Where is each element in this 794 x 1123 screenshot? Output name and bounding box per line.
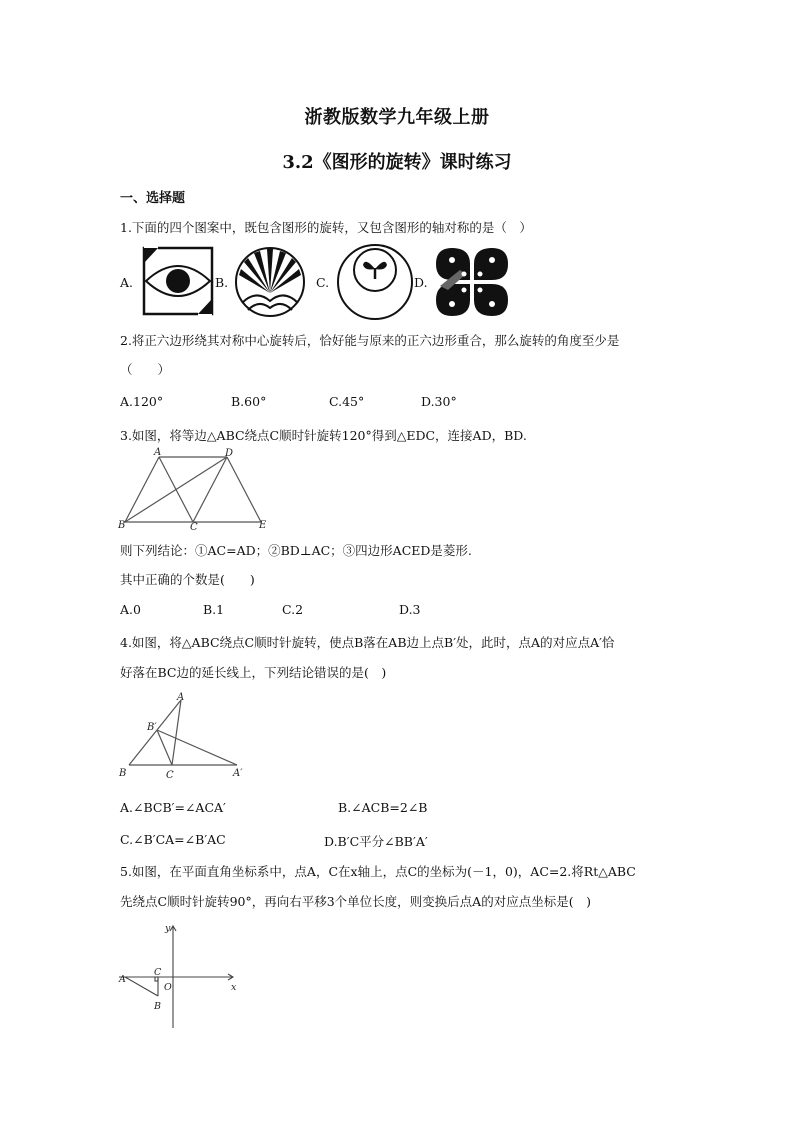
q1-figure-b xyxy=(232,245,310,319)
q3-label-c: C xyxy=(190,522,198,532)
page-title: 浙教版数学九年级上册 xyxy=(304,107,490,128)
q3-label-b: B xyxy=(118,520,126,531)
q5-stem-cont: 先绕点C顺时针旋转90°，再向右平移3个单位长度，则变换后点A的对应点坐标是( ) xyxy=(120,894,591,909)
section-heading: 一、选择题 xyxy=(120,191,186,206)
q3-option-b: B.1 xyxy=(203,602,225,617)
q2-option-d: D.30° xyxy=(421,394,457,409)
q4-label-a-prime: A′ xyxy=(233,768,243,779)
q3-label-d: D xyxy=(225,448,234,459)
q3-conclusion: 则下列结论：①AC=AD；②BD⊥AC；③四边形ACED是菱形. xyxy=(120,543,472,558)
q4-label-b-prime: B′ xyxy=(147,722,157,733)
page-subtitle: 3.2《图形的旋转》课时练习 xyxy=(282,152,512,173)
q1-figure-a xyxy=(138,245,216,317)
q4-stem: 4.如图，将△ABC绕点C顺时针旋转，使点B落在AB边上点B′处，此时，点A的对应点A′恰 xyxy=(120,635,615,650)
q5-label-a: A xyxy=(119,974,126,985)
q5-label-b: B xyxy=(154,1001,161,1012)
q4-label-a: A xyxy=(177,692,185,703)
q3-option-c: C.2 xyxy=(282,602,304,617)
q5-label-c: C xyxy=(154,967,162,978)
q3-option-a: A.0 xyxy=(120,602,141,617)
q4-option-b: B.∠ACB=2∠B xyxy=(338,800,428,815)
q5-stem: 5.如图，在平面直角坐标系中，点A，C在x轴上，点C的坐标为(－1，0)，AC=2.将Rt△ABC xyxy=(120,864,636,879)
q2-stem-cont: （ ） xyxy=(120,362,171,377)
q4-option-a: A.∠BCB′=∠ACA′ xyxy=(120,800,226,815)
q4-stem-cont: 好落在BC边的延长线上，下列结论错误的是( ) xyxy=(120,665,387,680)
q1-figure-c xyxy=(335,243,415,321)
q3-figure xyxy=(116,446,276,532)
q4-option-d: D.B′C平分∠BB′A′ xyxy=(324,834,428,849)
q4-label-c: C xyxy=(166,770,174,781)
q3-label-a: A xyxy=(154,447,162,458)
q3-ask: 其中正确的个数是( ) xyxy=(120,572,255,587)
q2-stem: 2.将正六边形绕其对称中心旋转后，恰好能与原来的正六边形重合，那么旋转的角度至少是 xyxy=(120,333,620,348)
q5-label-o: O xyxy=(164,982,172,993)
q3-stem: 3.如图，将等边△ABC绕点C顺时针旋转120°得到△EDC，连接AD，BD. xyxy=(120,428,527,443)
q1-label-b: B. xyxy=(215,275,229,290)
q2-option-b: B.60° xyxy=(231,394,267,409)
q1-label-a: A. xyxy=(120,275,134,290)
q4-option-c: C.∠B′CA=∠B′AC xyxy=(120,832,226,847)
q1-label-d: D. xyxy=(414,275,428,290)
q2-option-a: A.120° xyxy=(120,394,164,409)
q4-label-b: B xyxy=(119,768,127,779)
q3-label-e: E xyxy=(259,520,267,531)
q3-option-d: D.3 xyxy=(399,602,421,617)
q1-figure-d xyxy=(432,246,512,318)
q5-figure xyxy=(115,920,245,1032)
q1-stem: 1.下面的四个图案中，既包含图形的旋转，又包含图形的轴对称的是（ ） xyxy=(120,220,532,235)
q5-label-x: x xyxy=(231,982,237,993)
q1-label-c: C. xyxy=(316,275,330,290)
q4-figure xyxy=(115,690,255,784)
q5-label-y: y xyxy=(165,923,171,934)
q2-option-c: C.45° xyxy=(329,394,365,409)
